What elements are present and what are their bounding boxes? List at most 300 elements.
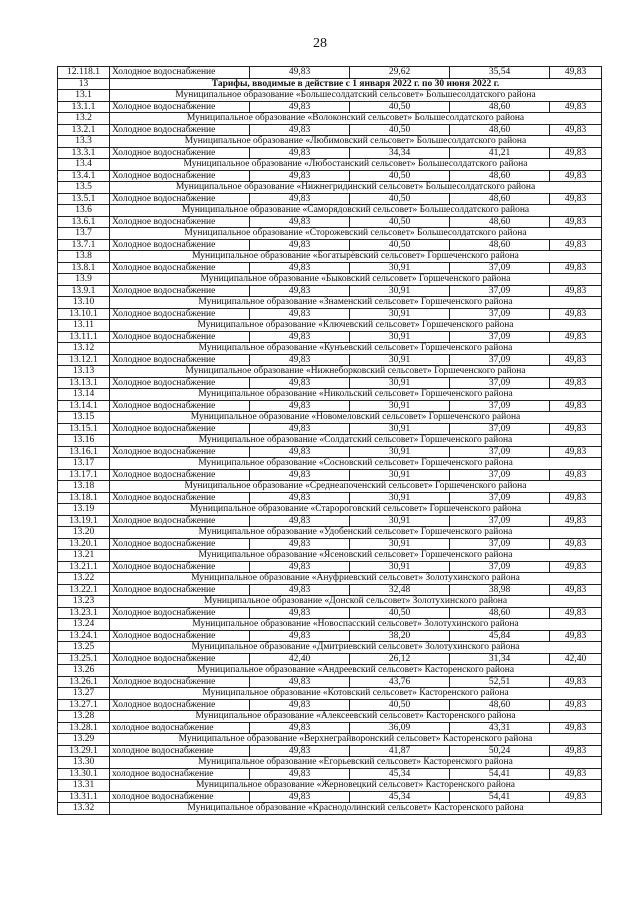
row-code: 13.11.1 xyxy=(58,331,110,343)
row-value: 49,83 xyxy=(250,101,350,113)
row-value: 49,83 xyxy=(250,377,350,389)
row-value: 42,40 xyxy=(250,653,350,665)
row-value: 37,09 xyxy=(450,561,550,573)
municipality-code: 13.17 xyxy=(58,458,110,470)
row-value: 50,24 xyxy=(450,745,550,757)
row-value: 45,34 xyxy=(350,791,450,803)
row-code: 13.19.1 xyxy=(58,515,110,527)
row-value: 49,83 xyxy=(550,101,602,113)
row-value: 48,60 xyxy=(450,193,550,205)
municipality-title: Муниципальное образование «Краснодолинский сельсовет» Касторенского района xyxy=(110,803,602,815)
municipality-code: 13.31 xyxy=(58,780,110,792)
municipality-code: 13.28 xyxy=(58,711,110,723)
row-service: Холодное водоснабжение xyxy=(110,699,250,711)
row-code: 13.4.1 xyxy=(58,170,110,182)
municipality-title: Муниципальное образование «Саморядовский сельсовет» Большесолдатского района xyxy=(110,205,602,217)
row-value: 49,83 xyxy=(550,469,602,481)
row-value: 49,83 xyxy=(250,67,350,79)
row-value: 49,83 xyxy=(250,768,350,780)
row-code: 13.23.1 xyxy=(58,607,110,619)
municipality-row xyxy=(58,412,602,424)
municipality-row xyxy=(58,550,602,562)
municipality-row xyxy=(58,343,602,355)
row-value: 49,83 xyxy=(250,515,350,527)
row-value: 30,91 xyxy=(350,308,450,320)
municipality-title: Муниципальное образование «Дмитриевский сельсовет» Золотухинского района xyxy=(110,642,602,654)
row-value: 42,40 xyxy=(550,653,602,665)
municipality-title: Муниципальное образование «Жерновецкий сельсовет» Касторенского района xyxy=(110,780,602,792)
row-value: 49,83 xyxy=(550,722,602,734)
municipality-code: 13.12 xyxy=(58,343,110,355)
municipality-title: Муниципальное образование «Любимовский сельсовет» Большесолдатского района xyxy=(110,136,602,148)
municipality-code: 13.26 xyxy=(58,665,110,677)
row-value: 49,83 xyxy=(250,147,350,159)
row-value: 49,83 xyxy=(550,67,602,79)
row-code: 13.8.1 xyxy=(58,262,110,274)
municipality-title: Муниципальное образование «Нижнегридинский сельсовет» Большесолдатского района xyxy=(110,182,602,194)
row-code: 13.14.1 xyxy=(58,400,110,412)
municipality-title: Муниципальное образование «Волоконский сельсовет» Большесолдатского района xyxy=(110,113,602,125)
table-row xyxy=(58,745,602,757)
row-value: 40,50 xyxy=(350,101,450,113)
row-value: 49,83 xyxy=(550,285,602,297)
row-value: 30,91 xyxy=(350,469,450,481)
municipality-row xyxy=(58,757,602,769)
row-value: 49,83 xyxy=(250,216,350,228)
row-value: 49,83 xyxy=(550,262,602,274)
row-service: Холодное водоснабжение xyxy=(110,469,250,481)
row-code: 13.17.1 xyxy=(58,469,110,481)
municipality-row xyxy=(58,228,602,240)
municipality-row xyxy=(58,481,602,493)
row-service: Холодное водоснабжение xyxy=(110,400,250,412)
row-value: 49,83 xyxy=(550,147,602,159)
municipality-title: Муниципальное образование «Донской сельсовет» Золотухинского района xyxy=(110,596,602,608)
table-row xyxy=(58,722,602,734)
municipality-code: 13.22 xyxy=(58,573,110,585)
row-value: 49,83 xyxy=(550,768,602,780)
municipality-code: 13.18 xyxy=(58,481,110,493)
row-value: 49,83 xyxy=(550,331,602,343)
row-value: 49,83 xyxy=(550,170,602,182)
row-value: 45,84 xyxy=(450,630,550,642)
row-code: 13.22.1 xyxy=(58,584,110,596)
municipality-title: Муниципальное образование «Ясеновский сельсовет» Горшеченского района xyxy=(110,550,602,562)
municipality-row xyxy=(58,803,602,815)
row-value: 49,83 xyxy=(550,515,602,527)
row-value: 37,09 xyxy=(450,308,550,320)
table-row xyxy=(58,630,602,642)
row-value: 49,83 xyxy=(550,216,602,228)
row-service: холодное водоснабжение xyxy=(110,768,250,780)
municipality-title: Муниципальное образование «Егорьевский сельсовет» Касторенского района xyxy=(110,757,602,769)
row-value: 49,83 xyxy=(250,492,350,504)
row-value: 49,83 xyxy=(250,354,350,366)
municipality-title: Муниципальное образование «Любостанский сельсовет» Большесолдатского района xyxy=(110,159,602,171)
row-code: 13.6.1 xyxy=(58,216,110,228)
row-value: 49,83 xyxy=(250,423,350,435)
row-value: 45,34 xyxy=(350,768,450,780)
row-service: Холодное водоснабжение xyxy=(110,170,250,182)
row-service: Холодное водоснабжение xyxy=(110,216,250,228)
municipality-code: 13.21 xyxy=(58,550,110,562)
municipality-code: 13.27 xyxy=(58,688,110,700)
municipality-title: Муниципальное образование «Большесолдатский сельсовет» Большесолдатского района xyxy=(110,90,602,102)
row-value: 43,31 xyxy=(450,722,550,734)
municipality-title: Муниципальное образование «Солдатский сельсовет» Горшеченского района xyxy=(110,435,602,447)
municipality-title: Муниципальное образование «Быковский сельсовет» Горшеченского района xyxy=(110,274,602,286)
municipality-code: 13.25 xyxy=(58,642,110,654)
row-service: холодное водоснабжение xyxy=(110,722,250,734)
row-value: 40,50 xyxy=(350,607,450,619)
row-code: 13.27.1 xyxy=(58,699,110,711)
row-value: 49,83 xyxy=(550,630,602,642)
row-code: 13.20.1 xyxy=(58,538,110,550)
row-value: 40,50 xyxy=(350,216,450,228)
row-value: 37,09 xyxy=(450,423,550,435)
row-service: Холодное водоснабжение xyxy=(110,607,250,619)
municipality-row xyxy=(58,573,602,585)
municipality-title: Муниципальное образование «Удобенский сельсовет» Горшеченского района xyxy=(110,527,602,539)
table-row xyxy=(58,446,602,458)
row-value: 49,83 xyxy=(250,285,350,297)
row-value: 49,83 xyxy=(250,722,350,734)
row-code: 13.3.1 xyxy=(58,147,110,159)
row-code: 12.118.1 xyxy=(58,67,110,79)
municipality-code: 13.8 xyxy=(58,251,110,263)
row-code: 13.29.1 xyxy=(58,745,110,757)
table-row xyxy=(58,239,602,251)
municipality-row xyxy=(58,90,602,102)
row-value: 49,83 xyxy=(250,331,350,343)
row-service: Холодное водоснабжение xyxy=(110,193,250,205)
municipality-title: Муниципальное образование «Сосновский сельсовет» Горшеченского района xyxy=(110,458,602,470)
row-value: 49,83 xyxy=(250,584,350,596)
municipality-code: 13.13 xyxy=(58,366,110,378)
row-service: Холодное водоснабжение xyxy=(110,446,250,458)
tariff-table xyxy=(57,66,602,815)
table-row xyxy=(58,262,602,274)
row-code: 13.24.1 xyxy=(58,630,110,642)
row-code: 13.9.1 xyxy=(58,285,110,297)
municipality-row xyxy=(58,159,602,171)
row-service: Холодное водоснабжение xyxy=(110,630,250,642)
row-service: Холодное водоснабжение xyxy=(110,67,250,79)
municipality-row xyxy=(58,113,602,125)
row-service: Холодное водоснабжение xyxy=(110,423,250,435)
table-row xyxy=(58,147,602,159)
municipality-code: 13.32 xyxy=(58,803,110,815)
row-value: 30,91 xyxy=(350,354,450,366)
row-value: 48,60 xyxy=(450,101,550,113)
row-value: 34,34 xyxy=(350,147,450,159)
municipality-title: Муниципальное образование «Алексеевский сельсовет» Касторенского района xyxy=(110,711,602,723)
row-value: 30,91 xyxy=(350,561,450,573)
row-service: Холодное водоснабжение xyxy=(110,308,250,320)
row-value: 40,50 xyxy=(350,193,450,205)
table-row xyxy=(58,768,602,780)
row-value: 49,83 xyxy=(550,676,602,688)
row-value: 49,83 xyxy=(550,377,602,389)
row-value: 48,60 xyxy=(450,170,550,182)
table-row xyxy=(58,193,602,205)
row-value: 37,09 xyxy=(450,515,550,527)
table-row xyxy=(58,331,602,343)
row-value: 49,83 xyxy=(250,262,350,274)
municipality-code: 13.30 xyxy=(58,757,110,769)
row-service: холодное водоснабжение xyxy=(110,791,250,803)
municipality-title: Муниципальное образование «Сторожевский сельсовет» Большесолдатского района xyxy=(110,228,602,240)
municipality-title: Муниципальное образование «Богатырёвский сельсовет» Горшеченского района xyxy=(110,251,602,263)
row-value: 49,83 xyxy=(250,400,350,412)
row-value: 30,91 xyxy=(350,446,450,458)
row-value: 49,83 xyxy=(550,308,602,320)
period-header-row xyxy=(58,78,602,90)
row-value: 37,09 xyxy=(450,492,550,504)
row-service: Холодное водоснабжение xyxy=(110,561,250,573)
row-value: 49,83 xyxy=(550,745,602,757)
municipality-row xyxy=(58,205,602,217)
row-value: 30,91 xyxy=(350,515,450,527)
row-code: 13.7.1 xyxy=(58,239,110,251)
row-value: 49,83 xyxy=(250,699,350,711)
table-row xyxy=(58,699,602,711)
row-service: Холодное водоснабжение xyxy=(110,584,250,596)
row-code: 13.2.1 xyxy=(58,124,110,136)
row-value: 49,83 xyxy=(250,607,350,619)
row-value: 49,83 xyxy=(250,446,350,458)
row-value: 40,50 xyxy=(350,239,450,251)
table-row xyxy=(58,308,602,320)
page-number: 28 xyxy=(313,36,327,51)
row-value: 37,09 xyxy=(450,377,550,389)
municipality-title: Муниципальное образование «Ключевский сельсовет» Горшеченского района xyxy=(110,320,602,332)
row-value: 48,60 xyxy=(450,239,550,251)
municipality-row xyxy=(58,504,602,516)
row-code: 13.25.1 xyxy=(58,653,110,665)
table-row xyxy=(58,492,602,504)
row-value: 41,87 xyxy=(350,745,450,757)
row-value: 49,83 xyxy=(550,791,602,803)
row-value: 49,83 xyxy=(550,239,602,251)
municipality-row xyxy=(58,458,602,470)
row-value: 32,48 xyxy=(350,584,450,596)
row-value: 52,51 xyxy=(450,676,550,688)
row-value: 48,60 xyxy=(450,699,550,711)
row-value: 29,62 xyxy=(350,67,450,79)
row-service: Холодное водоснабжение xyxy=(110,331,250,343)
row-service: Холодное водоснабжение xyxy=(110,377,250,389)
row-value: 49,83 xyxy=(550,699,602,711)
table-row xyxy=(58,561,602,573)
municipality-title: Муниципальное образование «Никольский сельсовет» Горшеченского района xyxy=(110,389,602,401)
row-value: 30,91 xyxy=(350,262,450,274)
row-value: 37,09 xyxy=(450,400,550,412)
row-value: 37,09 xyxy=(450,285,550,297)
row-value: 49,83 xyxy=(250,745,350,757)
municipality-code: 13.3 xyxy=(58,136,110,148)
municipality-title: Муниципальное образование «Ануфриевский сельсовет» Золотухинского района xyxy=(110,573,602,585)
row-value: 49,83 xyxy=(550,561,602,573)
row-code: 13.30.1 xyxy=(58,768,110,780)
row-value: 48,60 xyxy=(450,216,550,228)
row-code: 13.28.1 xyxy=(58,722,110,734)
row-service: холодное водоснабжение xyxy=(110,745,250,757)
municipality-code: 13.16 xyxy=(58,435,110,447)
municipality-code: 13.9 xyxy=(58,274,110,286)
table-row xyxy=(58,400,602,412)
municipality-title: Муниципальное образование «Знаменский сельсовет» Горшеченского района xyxy=(110,297,602,309)
municipality-title: Муниципальное образование «Андреевский сельсовет» Касторенского района xyxy=(110,665,602,677)
municipality-row xyxy=(58,619,602,631)
municipality-code: 13.11 xyxy=(58,320,110,332)
municipality-row xyxy=(58,136,602,148)
table-row xyxy=(58,170,602,182)
row-value: 49,83 xyxy=(250,630,350,642)
row-value: 26,12 xyxy=(350,653,450,665)
row-value: 54,41 xyxy=(450,791,550,803)
municipality-code: 13.19 xyxy=(58,504,110,516)
row-service: Холодное водоснабжение xyxy=(110,285,250,297)
row-code: 13.26.1 xyxy=(58,676,110,688)
row-value: 49,83 xyxy=(250,561,350,573)
table-row xyxy=(58,124,602,136)
municipality-row xyxy=(58,734,602,746)
row-value: 31,34 xyxy=(450,653,550,665)
municipality-title: Муниципальное образование «Кунъевский сельсовет» Горшеченского района xyxy=(110,343,602,355)
municipality-title: Муниципальное образование «Верхнеграйворонский сельсовет» Касторенского района xyxy=(110,734,602,746)
row-value: 30,91 xyxy=(350,423,450,435)
municipality-title: Муниципальное образование «Котовский сельсовет» Касторенского района xyxy=(110,688,602,700)
row-code: 13.13.1 xyxy=(58,377,110,389)
row-code: 13.12.1 xyxy=(58,354,110,366)
row-value: 37,09 xyxy=(450,331,550,343)
row-service: Холодное водоснабжение xyxy=(110,492,250,504)
municipality-code: 13.4 xyxy=(58,159,110,171)
row-value: 40,50 xyxy=(350,124,450,136)
row-value: 37,09 xyxy=(450,354,550,366)
row-value: 30,91 xyxy=(350,400,450,412)
table-row xyxy=(58,67,602,79)
municipality-row xyxy=(58,297,602,309)
row-value: 37,09 xyxy=(450,538,550,550)
row-code: 13.31.1 xyxy=(58,791,110,803)
table-row xyxy=(58,354,602,366)
row-value: 41,21 xyxy=(450,147,550,159)
row-value: 49,83 xyxy=(550,446,602,458)
row-value: 40,50 xyxy=(350,170,450,182)
municipality-row xyxy=(58,688,602,700)
row-code: 13.10.1 xyxy=(58,308,110,320)
row-value: 36,09 xyxy=(350,722,450,734)
table-row xyxy=(58,101,602,113)
row-value: 49,83 xyxy=(550,193,602,205)
row-value: 49,83 xyxy=(250,239,350,251)
table-row xyxy=(58,285,602,297)
row-service: Холодное водоснабжение xyxy=(110,124,250,136)
row-value: 49,83 xyxy=(250,538,350,550)
municipality-row xyxy=(58,596,602,608)
row-code: 13.1.1 xyxy=(58,101,110,113)
table-row xyxy=(58,423,602,435)
row-service: Холодное водоснабжение xyxy=(110,515,250,527)
row-value: 49,83 xyxy=(550,584,602,596)
row-value: 49,83 xyxy=(550,538,602,550)
row-value: 30,91 xyxy=(350,331,450,343)
row-service: Холодное водоснабжение xyxy=(110,653,250,665)
period-code: 13 xyxy=(58,78,110,90)
row-value: 38,20 xyxy=(350,630,450,642)
municipality-code: 13.23 xyxy=(58,596,110,608)
municipality-title: Муниципальное образование «Новомеловский сельсовет» Горшеченского района xyxy=(110,412,602,424)
table-row xyxy=(58,584,602,596)
period-title: Тарифы, вводимые в действие с 1 января 2022 г. по 30 июня 2022 г. xyxy=(110,78,602,90)
municipality-row xyxy=(58,274,602,286)
row-value: 49,83 xyxy=(550,400,602,412)
row-value: 38,98 xyxy=(450,584,550,596)
row-value: 49,83 xyxy=(250,193,350,205)
municipality-row xyxy=(58,251,602,263)
row-value: 30,91 xyxy=(350,377,450,389)
municipality-row xyxy=(58,320,602,332)
municipality-row xyxy=(58,642,602,654)
municipality-title: Муниципальное образование «Среднеапоченский сельсовет» Горшеченского района xyxy=(110,481,602,493)
row-value: 49,83 xyxy=(550,492,602,504)
row-value: 48,60 xyxy=(450,124,550,136)
row-value: 54,41 xyxy=(450,768,550,780)
table-row xyxy=(58,676,602,688)
municipality-row xyxy=(58,780,602,792)
municipality-code: 13.29 xyxy=(58,734,110,746)
municipality-row xyxy=(58,435,602,447)
row-service: Холодное водоснабжение xyxy=(110,538,250,550)
municipality-code: 13.15 xyxy=(58,412,110,424)
row-value: 49,83 xyxy=(550,354,602,366)
row-value: 49,83 xyxy=(250,469,350,481)
municipality-code: 13.14 xyxy=(58,389,110,401)
row-value: 30,91 xyxy=(350,492,450,504)
municipality-code: 13.10 xyxy=(58,297,110,309)
table-row xyxy=(58,515,602,527)
row-value: 49,83 xyxy=(250,124,350,136)
row-value: 49,83 xyxy=(250,676,350,688)
municipality-code: 13.1 xyxy=(58,90,110,102)
row-service: Холодное водоснабжение xyxy=(110,676,250,688)
table-row xyxy=(58,653,602,665)
row-code: 13.16.1 xyxy=(58,446,110,458)
row-value: 35,54 xyxy=(450,67,550,79)
table-row xyxy=(58,469,602,481)
municipality-row xyxy=(58,711,602,723)
row-value: 30,91 xyxy=(350,285,450,297)
municipality-title: Муниципальное образование «Старороговский сельсовет» Горшеченского района xyxy=(110,504,602,516)
row-value: 49,83 xyxy=(550,124,602,136)
table-row xyxy=(58,538,602,550)
municipality-row xyxy=(58,665,602,677)
row-code: 13.5.1 xyxy=(58,193,110,205)
row-service: Холодное водоснабжение xyxy=(110,262,250,274)
row-value: 37,09 xyxy=(450,469,550,481)
municipality-code: 13.5 xyxy=(58,182,110,194)
row-value: 48,60 xyxy=(450,607,550,619)
table-row xyxy=(58,216,602,228)
table-row xyxy=(58,377,602,389)
row-value: 49,83 xyxy=(250,170,350,182)
municipality-row xyxy=(58,182,602,194)
municipality-code: 13.6 xyxy=(58,205,110,217)
row-value: 43,76 xyxy=(350,676,450,688)
row-value: 49,83 xyxy=(250,791,350,803)
